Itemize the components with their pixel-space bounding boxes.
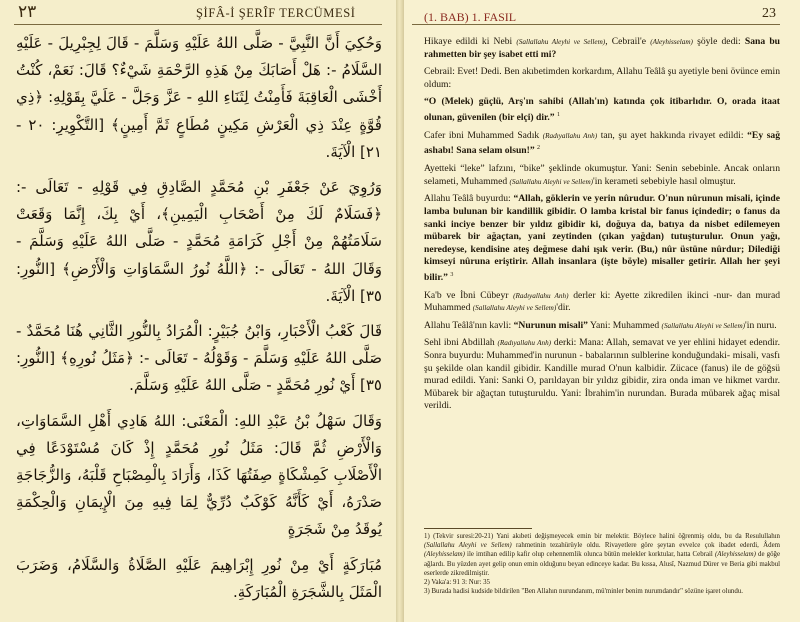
arabic-paragraph: وَرُوِيَ عَنْ جَعْفَرِ بْنِ مُحَمَّدٍ الصَّادِقِ فِي قَوْلِهِ - تَعَالَى -: ﴿فَسَلَامٌ لَكَ مِنْ أَصْحَابِ الْيَمِينِ﴾، أَيْ بِكَ، إِنَّمَا وَقَعَتْ سَلَامَتُهُمْ مِنْ أَجْلِ كَرَامَةِ مُحَمَّدٍ - صَلَّى اللهُ عَلَيْهِ وَسَلَّمَ - وَقَالَ اللهُ - تَعَالَى -: ﴿اللَّهُ نُورُ السَّمَاوَاتِ وَالْأَرْضِ﴾ [النُّورِ: ٣٥] الْآيَةَ. <box>16 178 382 305</box>
arabic-paragraph: وَقَالَ سَهْلُ بْنُ عَبْدِ اللهِ: الْمَعْنَى: اللهُ هَادِي أَهْلِ السَّمَاوَاتِ، وَالْأَرْضِ ثُمَّ قَالَ: مَثَلُ نُورِ مُحَمَّدٍ إِذْ كَانَ مُسْتَوْدَعًا فِي الْأَصْلَابِ كَمِشْكَاةٍ صِفَتُهَا كَذَا، وَأَرَادَ بِالْمِصْبَاحِ قَلْبَهُ، وَالزُّجَاجَةِ صَدْرَهُ، أَيْ كَأَنَّهُ كَوْكَبٌ دُرِّيٌّ لِمَا فِيهِ مِنَ الْإِيمَانِ وَالْحِكْمَةِ يُوقَدُ مِنْ شَجَرَةٍ <box>16 411 382 539</box>
paragraph: Hikaye edildi ki Nebi (Sallallahu Aleyhi ve Sellem), Cebrail'e (Aleyhisselam) şöyle dedi: Sana bu rahmetten bir şey isabet etti mi? <box>424 36 780 60</box>
footnote-ref: 2 <box>537 145 541 152</box>
paragraph: Ayetteki “leke” lafzını, “bike” şeklinde okumuştur. Yani: Senin sebebinle. Ancak onların selameti, Muhammed (Sallallahu Aleyhi ve Sellem)'in kerameti sebebiyle hasıl olmuştur. <box>424 163 780 187</box>
footnote-ref: 1 <box>557 111 561 118</box>
paragraph: Allahu Teâlâ buyurdu: “Allah, göklerin ve yerin nûrudur. O'nun nûrunun misali, içinde lamba bulunan bir kandillik gibidir. O lamba kristal bir fanus içindedir; o fanus da sanki inciye benzer bir yıldız gibidir ki, doğuya da, batıya da nisbet edilemeyen mübarek bir ağaçtan, yani zeytinden (çıkan yağdan) tutuşturulur. Onun yağı, neredeyse, kendisine ateş değmese dahi ışık verir. (Bu,) nûr üstüne nûrdur; Dilediği kimseyi nûruna eriştirir. Allah insanlara (işte böyle) misaller getirir. Allah her şeyi bilir.” $^3$ <box>424 193 780 284</box>
footnote: 1) (Tekvir suresi:20-21) Yani akıbeti değişmeyecek emin bir melektir. Böylece halini öğrenmiş oldu, bu da Resulullahın (Sallallahu Aleyhi ve Sellem) rahmetinin tezahürüyle oldu. Rivayetlere göre şeytan evvelce çok ibadet ederdi, Âdem (Aleyhisselam) ile imtihan edilip kafir olup cehennemlik olunca bütün melekler korktular, hatta Cebrail (Aleyhisselam) de göğe ağlardı. Bu yüzden ayet gelip onun emin olduğunu beyan edinceye kadar. Bu kıssa, Alusî, Nazmud Dürer ve Beria gibi makbul eserlerde zikredilmiştir. <box>424 533 781 577</box>
arabic-paragraph: وَحُكِيَ أَنَّ النَّبِيَّ - صَلَّى اللهُ عَلَيْهِ وَسَلَّمَ - قَالَ لِجِبْرِيلَ - عَلَيْهِ السَّلَامُ -: هَلْ أَصَابَكَ مِنْ هَذِهِ الرَّحْمَةِ شَيْءٌ؟ قَالَ: نَعَمْ، كُنْتُ أَخْشَى الْعَاقِبَةَ فَأَمِنْتُ لِثَنَاءِ اللهِ - عَزَّ وَجَلَّ - عَلَيَّ بِقَوْلِهِ: ﴿ذِي قُوَّةٍ عِنْدَ ذِي الْعَرْشِ مَكِينٍ مُطَاعٍ ثَمَّ أَمِينٍ﴾ [التَّكْوِيرِ: ٢٠ - ٢١] الْآيَةَ. <box>16 34 382 161</box>
arabic-paragraph: مُبَارَكَةٍ أَيْ مِنْ نُورِ إِبْرَاهِيمَ عَلَيْهِ الصَّلَاةُ وَالسَّلَامُ، وَضَرَبَ الْمَثَلَ بِالشَّجَرَةِ الْمُبَارَكَةِ. <box>16 555 382 601</box>
paragraph: Cafer ibni Muhammed Sadık (Radıyallahu Anh) tan, şu ayet hakkında rivayet edildi: “Ey sağ ashabı! Sana selam olsun!” $^2$ <box>424 129 781 157</box>
left-header-rule <box>14 24 382 25</box>
paragraph: “O (Melek) güçlü, Arş'ın sahibi (Allah'ın) katında çok itibarlıdır. O, orada itaat olunan, güvenilen (bir elçi) dir.” $^1$ <box>424 96 780 124</box>
left-page-header <box>14 4 382 24</box>
footnote-rule <box>424 528 532 529</box>
left-page-number: ٢٣ <box>18 2 37 22</box>
right-page-header <box>412 4 780 24</box>
paragraph: Sehl ibni Abdillah (Radıyallahu Anh) derki: Mana: Allah, semavat ve yer ehlini hidayet edendir. Sonra buyurdu: Muhammed'in nurunun - babalarının sulblerine konduğundaki- misali, vasfı şu şekilde olan kandil gibidir. Kandille murad O'nun kalbidir. Zücace (fanus) ile de göğsü murad edildi. Yani: Sanki O, parıldayan bir yıldız gibidir, zira onda iman ve hikmet vardır. Mübarek bir ağaçtan tutuşturuldu. Yani: İbrahim'in nurundan. Burada mübarek ağaç misal verildi. <box>424 337 780 412</box>
paragraph: Ka'b ve İbni Cübeyr (Radıyallahu Anh) derler ki: Ayette zikredilen ikinci -nur- dan murad Muhammed (Sallallahu Aleyhi ve Sellem)'dir. <box>424 289 780 314</box>
left-page <box>0 0 398 622</box>
right-page-number: 23 <box>762 6 776 21</box>
footnote: 3) Burada hadisi kudside bildirilen "Ben Allahın nurundanım, mü'minler benim nurumdandır" sözüne işaret olundu. <box>424 588 743 596</box>
turkish-text-block <box>424 36 780 418</box>
arabic-text-block <box>16 30 382 614</box>
book-gutter <box>396 0 404 622</box>
arabic-paragraph: قَالَ كَعْبُ الْأَحْبَارِ، وَابْنُ جُبَيْرٍ: الْمُرَادُ بِالنُّورِ الثَّانِي هُنَا مُحَمَّدٌ - صَلَّى اللهُ عَلَيْهِ وَسَلَّمَ - وَقَوْلُهُ - تَعَالَى -: ﴿مَثَلُ نُورِهِ﴾ [النُّورِ: ٣٥] أَيْ نُورِ مُحَمَّدٍ - صَلَّى اللهُ عَلَيْهِ وَسَلَّمَ. <box>16 322 382 395</box>
right-page <box>398 0 800 622</box>
right-header-rule <box>412 24 780 25</box>
footnotes <box>424 532 780 596</box>
section-heading: (1. BAB) 1. FASIL <box>424 10 517 24</box>
paragraph: Allahu Teâlâ'nın kavli: “Nurunun misali” Yani: Muhammed (Sallallahu Aleyhi ve Sellem)'in nuru. <box>424 319 777 331</box>
running-title: ŞİFÂ-İ ŞERÎF TERCÜMESİ <box>196 6 356 20</box>
footnote-ref: 3 <box>450 271 454 278</box>
footnote: 2) Vaka'a: 91 3: Nur: 35 <box>424 579 490 587</box>
paragraph: Cebrail: Evet! Dedi. Ben akıbetimden korkardım, Allahu Teâlâ şu ayetiyle beni övünce emin oldum: <box>424 66 780 90</box>
